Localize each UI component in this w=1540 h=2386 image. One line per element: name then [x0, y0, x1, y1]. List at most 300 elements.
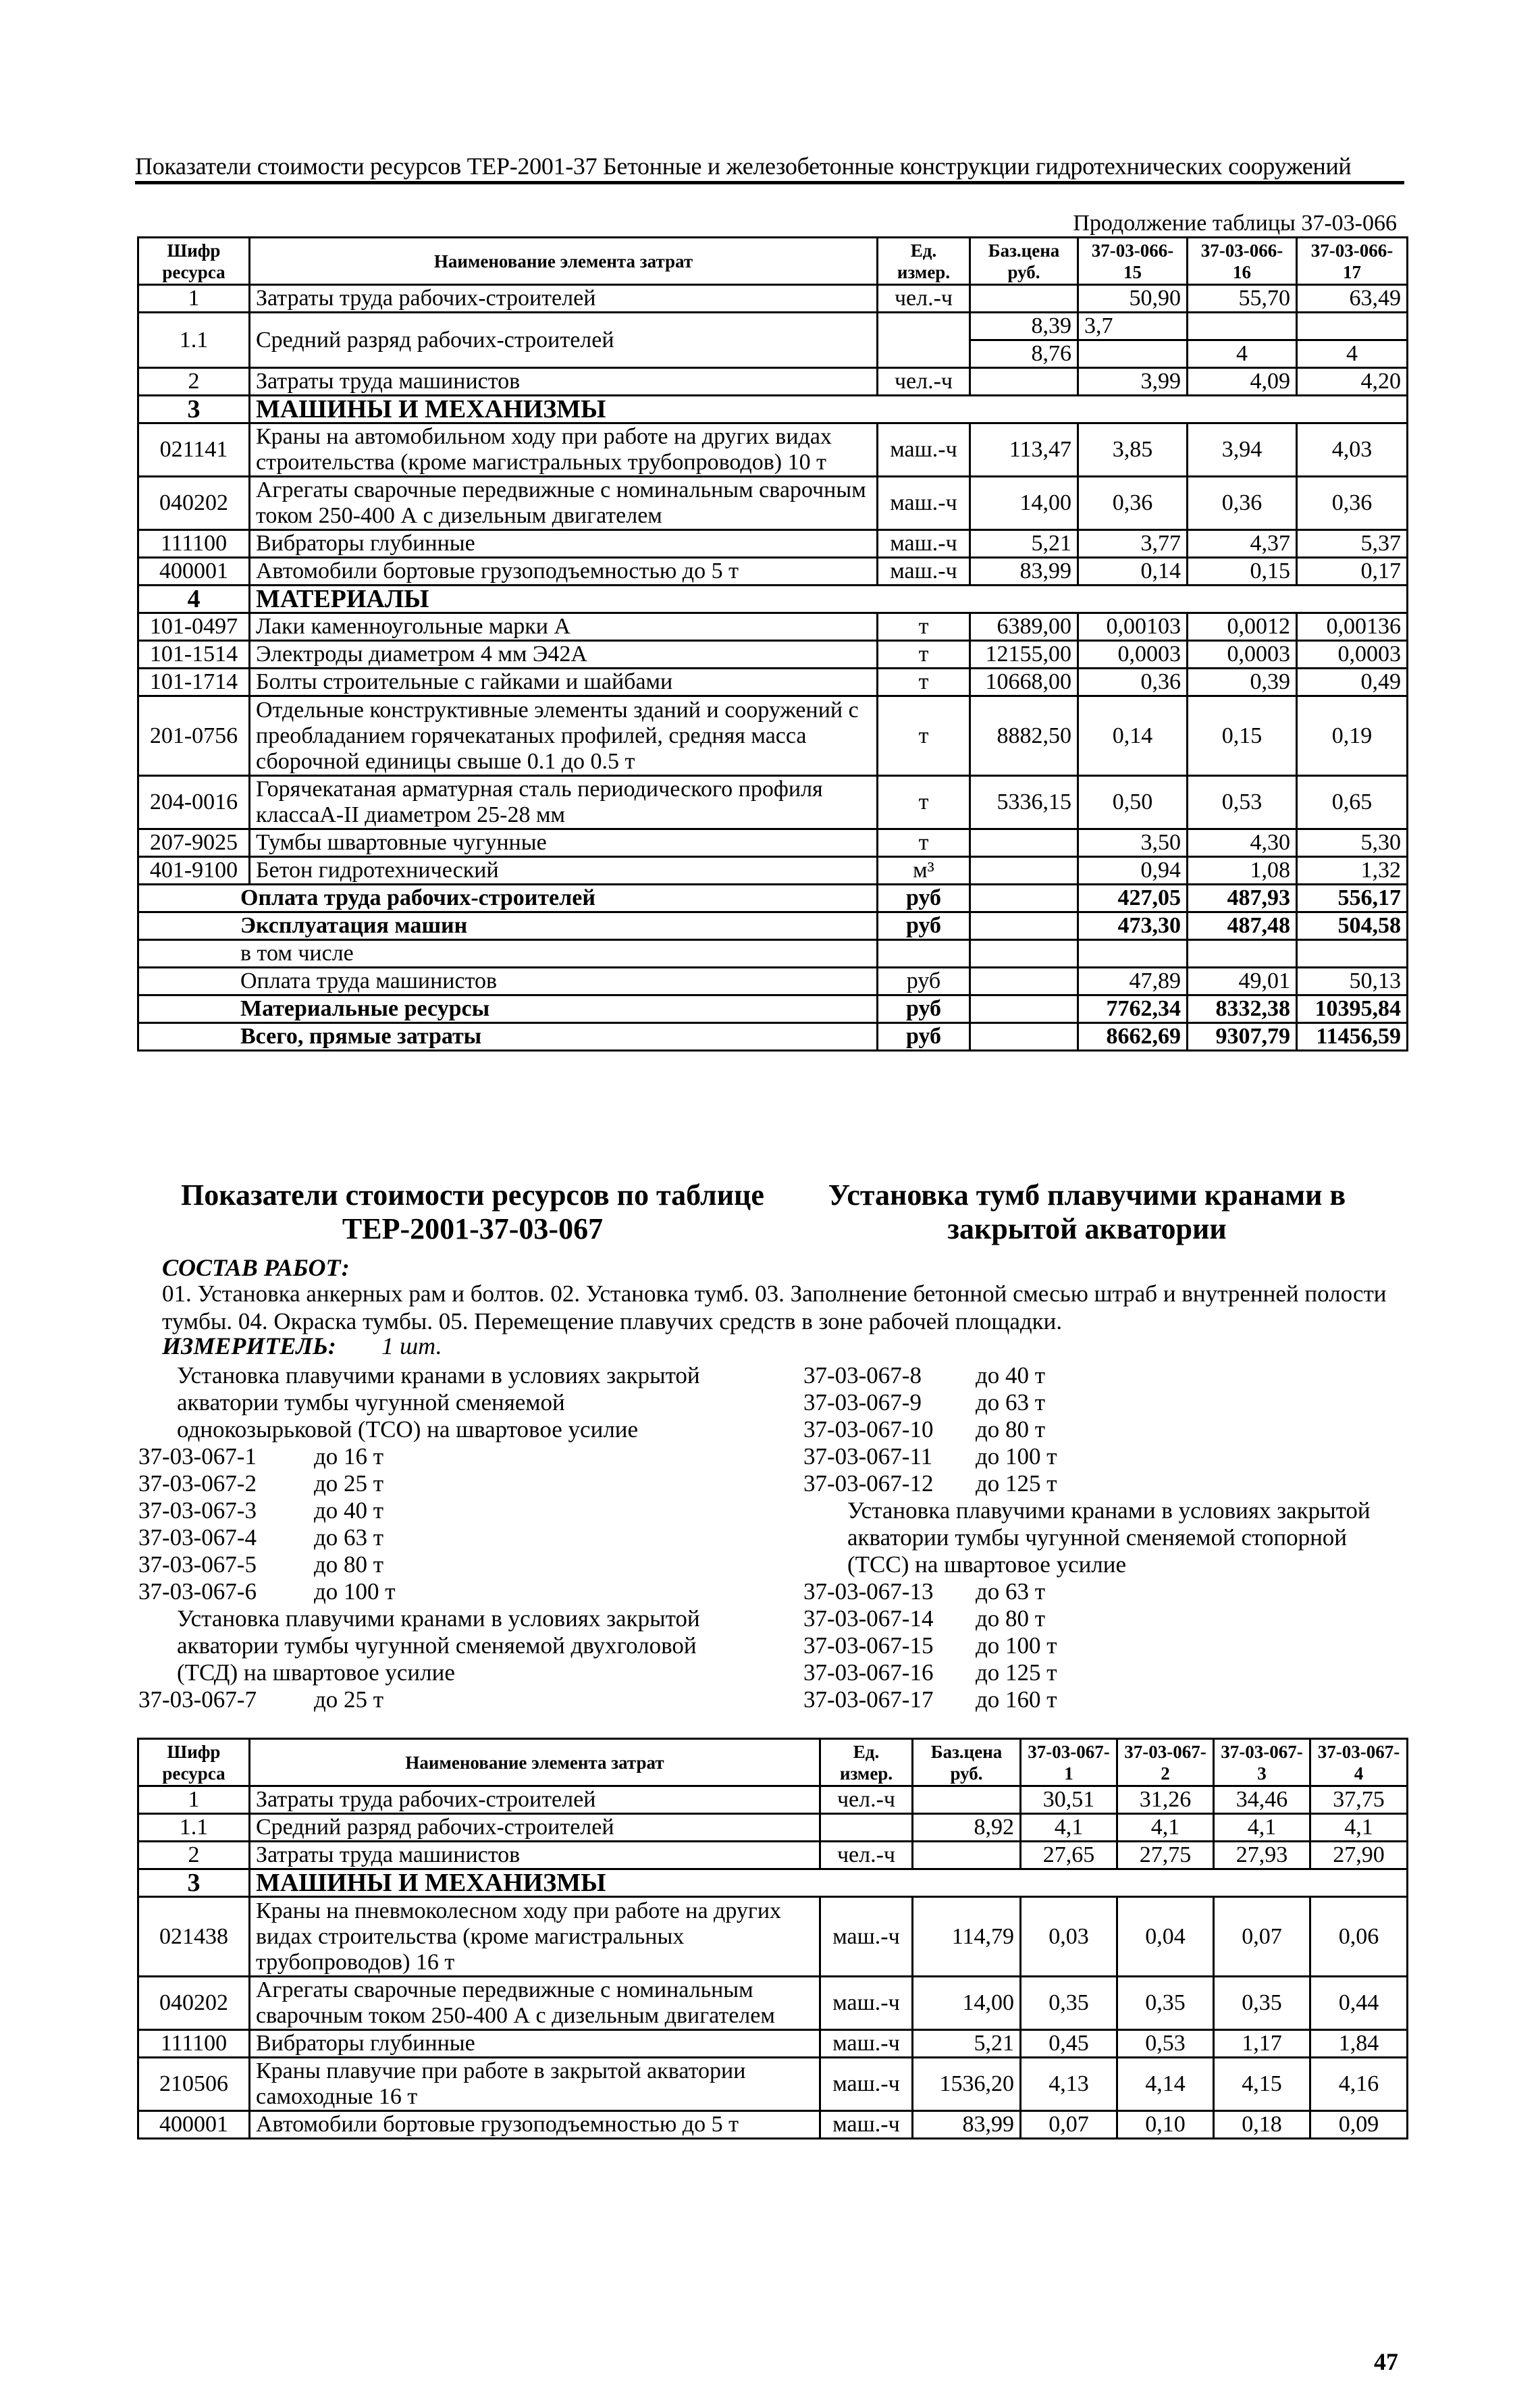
cell-unit: т: [878, 696, 970, 776]
cell-name: Затраты труда рабочих-строителей: [250, 285, 878, 313]
cell-code: 1: [138, 1786, 250, 1814]
summary-name: Оплата труда рабочих-строителей: [138, 885, 878, 912]
table-row: [138, 1842, 1408, 1869]
summary-name: Материальные ресурсы: [138, 995, 878, 1023]
running-header: Показатели стоимости ресурсов ТЕР-2001-37 Бетонные и железобетонные конструкции гидротехнических сооружений: [135, 153, 1352, 180]
cell-unit: маш.-ч: [820, 2111, 913, 2139]
cell-price: 114,79: [913, 1897, 1021, 1977]
cell-name: Горячекатаная арматурная сталь периодического профиля классаА-II диаметром 25-28 мм: [250, 776, 878, 829]
table-row: [138, 1897, 1408, 1977]
cell-unit: маш.-ч: [878, 423, 970, 477]
header-col1: 37-03-067-1: [1021, 1739, 1117, 1786]
cell-v3: 0,07: [1214, 1897, 1310, 1977]
cell-code: 040202: [138, 1977, 250, 2030]
cell-v1: 50,90: [1078, 285, 1188, 313]
cell-name: Краны на пневмоколесном ходу при работе на других видах строительства (кроме магистральных трубопроводов) 16 т: [250, 1897, 820, 1977]
page-number: 47: [1374, 2348, 1398, 2375]
cell-price: 8,76: [970, 340, 1078, 368]
cell-price: 5,21: [913, 2030, 1021, 2058]
item-code: 37-03-067-14: [803, 1605, 934, 1632]
cell-price: 1536,20: [913, 2058, 1021, 2111]
cell-v2: 0,04: [1117, 1897, 1214, 1977]
izmeritel-value: 1 шт.: [381, 1332, 442, 1359]
summary-v2: [1188, 940, 1297, 968]
summary-v3: 504,58: [1297, 912, 1408, 940]
cell-name: Затраты труда машинистов: [250, 368, 878, 396]
summary-v3: 11456,59: [1297, 1023, 1408, 1051]
cell-v2: 0,36: [1188, 477, 1297, 530]
cell-v3: 0,49: [1297, 669, 1408, 696]
item-value: до 160 т: [976, 1686, 1057, 1713]
cost-table-067: [137, 1738, 1408, 2139]
cell-v3: [1297, 313, 1408, 340]
section-title: МАШИНЫ И МЕХАНИЗМЫ: [250, 1869, 1408, 1897]
summary-name: Эксплуатация машин: [138, 912, 878, 940]
cell-unit: т: [878, 669, 970, 696]
item-code: 37-03-067-9: [803, 1389, 922, 1416]
cell-code: 2: [138, 368, 250, 396]
cell-v3: 63,49: [1297, 285, 1408, 313]
cell-unit: чел.-ч: [878, 285, 970, 313]
item-value: до 100 т: [976, 1443, 1057, 1470]
cell-unit: маш.-ч: [878, 477, 970, 530]
cell-code: 1.1: [138, 1814, 250, 1842]
cell-unit: чел.-ч: [820, 1786, 913, 1814]
cell-v1: 0,14: [1078, 696, 1188, 776]
cell-v2: 4: [1188, 340, 1297, 368]
header-name: Наименование элемента затрат: [250, 238, 878, 285]
header-rule: [135, 181, 1404, 184]
cell-price: [970, 368, 1078, 396]
item-code: 37-03-067-12: [803, 1470, 934, 1497]
cell-name: Агрегаты сварочные передвижные с номинальным сварочным током 250-400 А с дизельным двигателем: [250, 1977, 820, 2030]
cell-v2: 0,15: [1188, 696, 1297, 776]
cell-price: [970, 857, 1078, 885]
summary-unit: руб: [878, 912, 970, 940]
cell-unit: т: [878, 776, 970, 829]
cell-code: 101-1514: [138, 641, 250, 669]
summary-v3: [1297, 940, 1408, 968]
cell-v1: 27,65: [1021, 1842, 1117, 1869]
section-title: МАТЕРИАЛЫ: [250, 586, 1408, 613]
cell-v3: 0,18: [1214, 2111, 1310, 2139]
desc-line: Установка плавучими кранами в условиях закрытой: [847, 1497, 1371, 1524]
summary-name: в том числе: [138, 940, 878, 968]
cell-name: Краны на автомобильном ходу при работе на других видах строительства (кроме магистральных трубопроводов) 10 т: [250, 423, 878, 477]
item-value: до 40 т: [976, 1362, 1046, 1389]
summary-row: [138, 995, 1408, 1023]
summary-unit: [878, 940, 970, 968]
cell-price: 83,99: [913, 2111, 1021, 2139]
header-code: Шифр ресурса: [138, 1739, 250, 1786]
summary-v1: 47,89: [1078, 968, 1188, 995]
item-value: до 80 т: [314, 1551, 384, 1578]
cell-code: 4: [138, 586, 250, 613]
cell-v3: 4,03: [1297, 423, 1408, 477]
cell-v3: 0,65: [1297, 776, 1408, 829]
cell-v1: 3,77: [1078, 530, 1188, 558]
desc-line: Установка плавучими кранами в условиях закрытой: [177, 1362, 700, 1389]
cell-v2: 1,08: [1188, 857, 1297, 885]
summary-v2: 49,01: [1188, 968, 1297, 995]
summary-price: [970, 940, 1078, 968]
item-code: 37-03-067-16: [803, 1659, 934, 1686]
summary-name: Всего, прямые затраты: [138, 1023, 878, 1051]
cell-code: 021438: [138, 1897, 250, 1977]
cell-unit: маш.-ч: [820, 1897, 913, 1977]
cell-v3: 1,17: [1214, 2030, 1310, 2058]
cell-name: Затраты труда машинистов: [250, 1842, 820, 1869]
cell-v2: 0,53: [1188, 776, 1297, 829]
header-col3: 37-03-066-17: [1297, 238, 1408, 285]
item-code: 37-03-067-4: [138, 1524, 257, 1551]
cell-price: 8882,50: [970, 696, 1078, 776]
cell-code: 101-1714: [138, 669, 250, 696]
item-code: 37-03-067-8: [803, 1362, 922, 1389]
desc-line: акватории тумбы чугунной сменяемой стопорной: [847, 1524, 1348, 1551]
cell-price: 83,99: [970, 558, 1078, 586]
cell-v1: 0,35: [1021, 1977, 1117, 2030]
summary-row: [138, 1023, 1408, 1051]
cell-v3: 4: [1297, 340, 1408, 368]
cell-v2: 55,70: [1188, 285, 1297, 313]
item-value: до 25 т: [314, 1686, 384, 1713]
table-row: [138, 857, 1408, 885]
cell-v2: 31,26: [1117, 1786, 1214, 1814]
cell-name: Бетон гидротехнический: [250, 857, 878, 885]
cell-v2: 0,0012: [1188, 613, 1297, 641]
cell-v4: 1,84: [1310, 2030, 1408, 2058]
cell-name: Лаки каменноугольные марки А: [250, 613, 878, 641]
desc-line: Установка плавучими кранами в условиях закрытой: [177, 1605, 700, 1632]
summary-row: [138, 940, 1408, 968]
desc-line: акватории тумбы чугунной сменяемой: [177, 1389, 565, 1416]
cell-v4: 0,06: [1310, 1897, 1408, 1977]
cell-price: 113,47: [970, 423, 1078, 477]
cell-unit: маш.-ч: [820, 2058, 913, 2111]
cell-v1: 3,85: [1078, 423, 1188, 477]
item-value: до 25 т: [314, 1470, 384, 1497]
item-code: 37-03-067-1: [138, 1443, 257, 1470]
item-code: 37-03-067-2: [138, 1470, 257, 1497]
item-value: до 63 т: [314, 1524, 384, 1551]
summary-v2: 487,93: [1188, 885, 1297, 912]
header-price: Баз.цена руб.: [913, 1739, 1021, 1786]
cell-v4: 4,16: [1310, 2058, 1408, 2111]
sostav-text: 01. Установка анкерных рам и болтов. 02. Установка тумб. 03. Заполнение бетонной смесью штраб и внутренней полости тумбы. 04. Окраска тумбы. 05. Перемещение плавучих средств в зоне рабочей площадки.: [162, 1280, 1387, 1334]
cell-price: 10668,00: [970, 669, 1078, 696]
cell-v3: 5,30: [1297, 829, 1408, 857]
header-code: Шифр ресурса: [138, 238, 250, 285]
cell-code: 400001: [138, 2111, 250, 2139]
cell-price: 14,00: [970, 477, 1078, 530]
cell-price: 12155,00: [970, 641, 1078, 669]
cell-v1: 0,07: [1021, 2111, 1117, 2139]
cell-unit: т: [878, 613, 970, 641]
item-code: 37-03-067-15: [803, 1632, 934, 1659]
cell-price: 5,21: [970, 530, 1078, 558]
cell-v1: 4,1: [1021, 1814, 1117, 1842]
cell-v1: 0,50: [1078, 776, 1188, 829]
summary-unit: руб: [878, 968, 970, 995]
table-row: [138, 696, 1408, 776]
summary-price: [970, 968, 1078, 995]
cell-v1: [1078, 340, 1188, 368]
summary-v2: 487,48: [1188, 912, 1297, 940]
cell-unit: чел.-ч: [820, 1842, 913, 1869]
cell-v2: 4,14: [1117, 2058, 1214, 2111]
cell-v2: 0,15: [1188, 558, 1297, 586]
cell-v2: 0,35: [1117, 1977, 1214, 2030]
cell-code: 111100: [138, 530, 250, 558]
table-row: [138, 1977, 1408, 2030]
cell-name: Автомобили бортовые грузоподъемностью до 5 т: [250, 558, 878, 586]
cell-price: 5336,15: [970, 776, 1078, 829]
cell-v1: 3,99: [1078, 368, 1188, 396]
section-row: [138, 586, 1408, 613]
cell-v3: 0,0003: [1297, 641, 1408, 669]
summary-row: [138, 885, 1408, 912]
summary-price: [970, 995, 1078, 1023]
item-code: 37-03-067-11: [803, 1443, 933, 1470]
table-row: [138, 2058, 1408, 2111]
sostav-heading: СОСТАВ РАБОТ:: [162, 1254, 350, 1281]
cell-unit: чел.-ч: [878, 368, 970, 396]
cell-unit: маш.-ч: [820, 1977, 913, 2030]
cell-v1: 3,7: [1078, 313, 1188, 340]
cell-code: 204-0016: [138, 776, 250, 829]
summary-unit: руб: [878, 885, 970, 912]
cell-v3: 4,20: [1297, 368, 1408, 396]
item-code: 37-03-067-7: [138, 1686, 257, 1713]
cell-v2: 0,53: [1117, 2030, 1214, 2058]
cell-v1: 0,45: [1021, 2030, 1117, 2058]
header-col1: 37-03-066-15: [1078, 238, 1188, 285]
section-title: МАШИНЫ И МЕХАНИЗМЫ: [250, 396, 1408, 423]
summary-v3: 50,13: [1297, 968, 1408, 995]
cell-v3: 0,36: [1297, 477, 1408, 530]
summary-v2: 8332,38: [1188, 995, 1297, 1023]
cell-v2: 4,30: [1188, 829, 1297, 857]
cell-v1: 3,50: [1078, 829, 1188, 857]
cell-v2: 0,39: [1188, 669, 1297, 696]
section-row: [138, 396, 1408, 423]
summary-v1: 473,30: [1078, 912, 1188, 940]
cell-name: Отдельные конструктивные элементы зданий и сооружений с преобладанием горячекатаных профилей, средняя масса сборочной единицы свыше 0.1 до 0.5 т: [250, 696, 878, 776]
cell-name: Электроды диаметром 4 мм Э42А: [250, 641, 878, 669]
item-code: 37-03-067-5: [138, 1551, 257, 1578]
header-col2: 37-03-066-16: [1188, 238, 1297, 285]
cell-v4: 0,09: [1310, 2111, 1408, 2139]
cell-v3: 0,17: [1297, 558, 1408, 586]
section-title-left: Показатели стоимости ресурсов по таблице ТЕР-2001-37-03-067: [181, 1178, 764, 1245]
cell-code: 101-0497: [138, 613, 250, 641]
header-col4: 37-03-067-4: [1310, 1739, 1408, 1786]
cell-unit: м³: [878, 857, 970, 885]
summary-unit: руб: [878, 1023, 970, 1051]
cell-v2: 0,0003: [1188, 641, 1297, 669]
table-row: [138, 829, 1408, 857]
table-row: [138, 558, 1408, 586]
cell-v4: 37,75: [1310, 1786, 1408, 1814]
cell-unit: т: [878, 641, 970, 669]
summary-v1: 8662,69: [1078, 1023, 1188, 1051]
cell-unit: [820, 1814, 913, 1842]
cell-v1: 0,36: [1078, 477, 1188, 530]
cell-v1: 4,13: [1021, 2058, 1117, 2111]
cell-code: 201-0756: [138, 696, 250, 776]
summary-v1: 427,05: [1078, 885, 1188, 912]
table-row: [138, 2030, 1408, 2058]
header-unit: Ед. измер.: [820, 1739, 913, 1786]
cell-name: Средний разряд рабочих-строителей: [250, 1814, 820, 1842]
cell-name: Агрегаты сварочные передвижные с номинальным сварочным током 250-400 А с дизельным двигателем: [250, 477, 878, 530]
item-code: 37-03-067-3: [138, 1497, 257, 1524]
section-row: [138, 1869, 1408, 1897]
item-code: 37-03-067-10: [803, 1416, 934, 1443]
item-value: до 80 т: [976, 1605, 1046, 1632]
cell-v2: 27,75: [1117, 1842, 1214, 1869]
cell-code: 021141: [138, 423, 250, 477]
cell-v1: 0,36: [1078, 669, 1188, 696]
table-row: [138, 2111, 1408, 2139]
cell-unit: т: [878, 829, 970, 857]
cell-unit: маш.-ч: [820, 2030, 913, 2058]
cell-name: Тумбы швартовные чугунные: [250, 829, 878, 857]
table-header-row: [138, 1739, 1408, 1786]
cell-v1: 0,03: [1021, 1897, 1117, 1977]
cell-v1: 30,51: [1021, 1786, 1117, 1814]
cell-v1: 0,94: [1078, 857, 1188, 885]
cell-code: 207-9025: [138, 829, 250, 857]
table-header-row: [138, 238, 1408, 285]
cell-code: 040202: [138, 477, 250, 530]
cell-v1: 0,0003: [1078, 641, 1188, 669]
item-value: до 125 т: [976, 1659, 1057, 1686]
desc-line: (ТСС) на швартовое усилие: [847, 1551, 1127, 1578]
summary-price: [970, 1023, 1078, 1051]
cell-name: Вибраторы глубинные: [250, 530, 878, 558]
cell-v3: 34,46: [1214, 1786, 1310, 1814]
table-row: [138, 1786, 1408, 1814]
cell-code: 1: [138, 285, 250, 313]
cell-code: 400001: [138, 558, 250, 586]
table-row: [138, 477, 1408, 530]
summary-price: [970, 885, 1078, 912]
cell-v1: 0,00103: [1078, 613, 1188, 641]
table-row: [138, 669, 1408, 696]
cell-code: 210506: [138, 2058, 250, 2111]
table-row: [138, 313, 1408, 340]
item-value: до 100 т: [314, 1578, 396, 1605]
header-price: Баз.цена руб.: [970, 238, 1078, 285]
cell-code: 111100: [138, 2030, 250, 2058]
cell-name: Вибраторы глубинные: [250, 2030, 820, 2058]
cell-v2: 4,09: [1188, 368, 1297, 396]
cell-name: Краны плавучие при работе в закрытой акватории самоходные 16 т: [250, 2058, 820, 2111]
table-row: [138, 641, 1408, 669]
cell-v3: 0,35: [1214, 1977, 1310, 2030]
cell-price: 8,92: [913, 1814, 1021, 1842]
cell-v3: 4,1: [1214, 1814, 1310, 1842]
table-row: [138, 530, 1408, 558]
cell-code: 3: [138, 1869, 250, 1897]
item-value: до 40 т: [314, 1497, 384, 1524]
cell-unit: маш.-ч: [878, 558, 970, 586]
item-value: до 100 т: [976, 1632, 1057, 1659]
cell-name: Болты строительные с гайками и шайбами: [250, 669, 878, 696]
summary-unit: руб: [878, 995, 970, 1023]
cell-v4: 27,90: [1310, 1842, 1408, 1869]
cell-v1: 0,14: [1078, 558, 1188, 586]
cell-price: [970, 285, 1078, 313]
cell-price: 8,39: [970, 313, 1078, 340]
cell-v3: 27,93: [1214, 1842, 1310, 1869]
cell-price: [913, 1786, 1021, 1814]
cell-price: 14,00: [913, 1977, 1021, 2030]
continuation-label: Продолжение таблицы 37-03-066: [1073, 211, 1397, 236]
table-row: [138, 368, 1408, 396]
summary-name: Оплата труда машинистов: [138, 968, 878, 995]
item-value: до 125 т: [976, 1470, 1057, 1497]
summary-v1: 7762,34: [1078, 995, 1188, 1023]
header-col3: 37-03-067-3: [1214, 1739, 1310, 1786]
item-code: 37-03-067-6: [138, 1578, 257, 1605]
item-value: до 16 т: [314, 1443, 384, 1470]
cell-v4: 4,1: [1310, 1814, 1408, 1842]
cell-v2: 4,1: [1117, 1814, 1214, 1842]
cell-v3: 0,00136: [1297, 613, 1408, 641]
cell-code: 2: [138, 1842, 250, 1869]
header-unit: Ед. измер.: [878, 238, 970, 285]
cell-v2: 4,37: [1188, 530, 1297, 558]
cell-code: 401-9100: [138, 857, 250, 885]
cost-table-066: [137, 236, 1408, 1052]
cell-unit: [878, 313, 970, 368]
item-code: 37-03-067-13: [803, 1578, 934, 1605]
cell-name: Средний разряд рабочих-строителей: [250, 313, 878, 368]
cell-v2: 3,94: [1188, 423, 1297, 477]
item-value: до 80 т: [976, 1416, 1046, 1443]
section-title-right: Установка тумб плавучими кранами в закрытой акватории: [828, 1178, 1346, 1245]
summary-v1: [1078, 940, 1188, 968]
table-row: [138, 1814, 1408, 1842]
desc-line: однокозырьковой (ТСО) на швартовое усилие: [177, 1416, 639, 1443]
cell-v4: 0,44: [1310, 1977, 1408, 2030]
cell-name: Затраты труда рабочих-строителей: [250, 1786, 820, 1814]
cell-price: [913, 1842, 1021, 1869]
summary-price: [970, 912, 1078, 940]
cell-v2: [1188, 313, 1297, 340]
cell-code: 1.1: [138, 313, 250, 368]
summary-v2: 9307,79: [1188, 1023, 1297, 1051]
item-value: до 63 т: [976, 1578, 1046, 1605]
table-row: [138, 613, 1408, 641]
desc-line: (ТСД) на швартовое усилие: [177, 1659, 455, 1686]
cell-v3: 1,32: [1297, 857, 1408, 885]
summary-row: [138, 912, 1408, 940]
summary-v3: 10395,84: [1297, 995, 1408, 1023]
item-value: до 63 т: [976, 1389, 1046, 1416]
summary-row: [138, 968, 1408, 995]
cell-v3: 0,19: [1297, 696, 1408, 776]
cell-v2: 0,10: [1117, 2111, 1214, 2139]
cell-code: 3: [138, 396, 250, 423]
header-name: Наименование элемента затрат: [250, 1739, 820, 1786]
table-row: [138, 423, 1408, 477]
table-row: [138, 285, 1408, 313]
cell-v3: 5,37: [1297, 530, 1408, 558]
